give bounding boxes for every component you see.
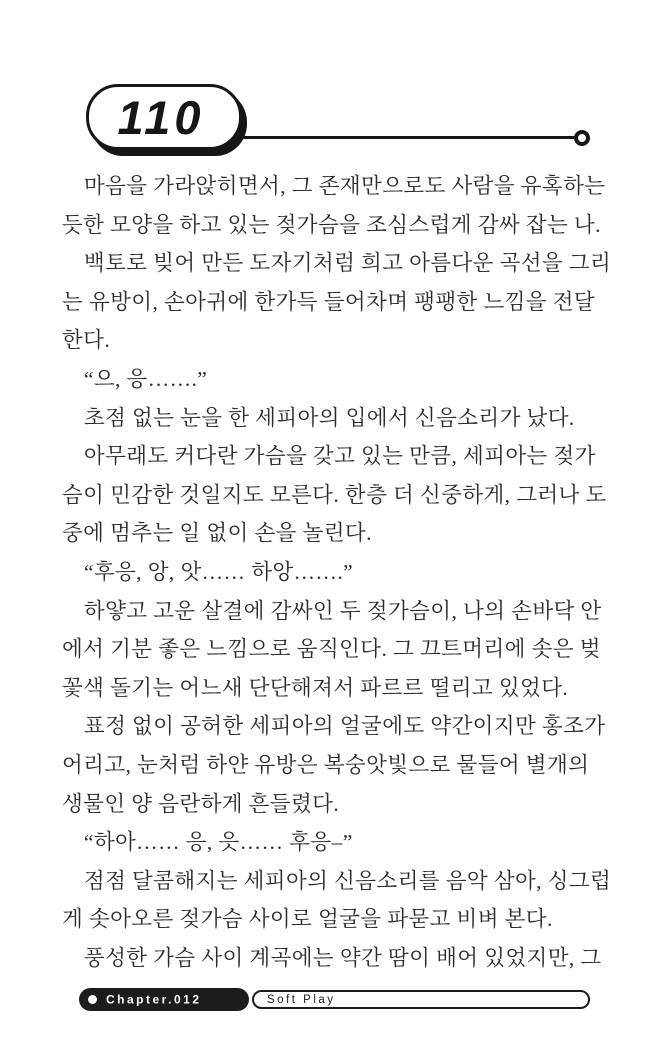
text-line: 한다. [62,328,111,353]
text-line: 게 솟아오른 젖가슴 사이로 얼굴을 파묻고 비벼 본다. [62,907,553,932]
text-line: 에서 기분 좋은 느낌으로 움직인다. 그 끄트머리에 솟은 벚 [62,637,601,662]
text-line: 슴이 민감한 것일지도 모른다. 한층 더 신중하게, 그러나 도 [62,482,607,507]
header-rule [230,136,576,139]
section-label: Soft Play [267,993,336,1006]
text-line: 백토로 빚어 만든 도자기처럼 희고 아름다운 곡선을 그리 [62,251,612,276]
bullet-dot-icon [88,995,97,1004]
chapter-label: Chapter.012 [106,992,202,1006]
text-line: “하아…… 응, 읏…… 후응–” [62,830,353,855]
text-line: 표정 없이 공허한 세피아의 얼굴에도 약간이지만 홍조가 [62,714,606,739]
text-line: 생물인 양 음란하게 흔들렸다. [62,791,340,816]
text-line: 초점 없는 눈을 한 세피아의 입에서 신음소리가 났다. [62,405,575,430]
text-line: 어리고, 눈처럼 하얀 유방은 복숭앗빛으로 물들어 별개의 [62,752,590,777]
footer-section-pill [252,990,590,1009]
text-line: “으, 응…….” [62,366,208,391]
text-line: 는 유방이, 손아귀에 한가득 들어차며 팽팽한 느낌을 전달 [62,289,596,314]
text-line: 마음을 가라앉히면서, 그 존재만으로도 사람을 유혹하는 [62,174,606,198]
text-line: 하얗고 고운 살결에 감싸인 두 젖가슴이, 나의 손바닥 안 [62,598,602,623]
page-number: 110 [117,90,205,144]
text-line: 아무래도 커다란 가슴을 갖고 있는 만큼, 세피아는 젖가 [62,444,596,469]
text-line: 듯한 모양을 하고 있는 젖가슴을 조심스럽게 감싸 잡는 나. [62,212,601,237]
text-line: 점점 달콤해지는 세피아의 신음소리를 음악 삼아, 싱그럽 [62,868,612,893]
text-line: 중에 멈추는 일 없이 손을 놀린다. [62,521,372,546]
text-line: 꽃색 돌기는 어느새 단단해져서 파르르 떨리고 있었다. [62,675,569,700]
footer-chapter-pill [79,988,249,1011]
text-line: 풍성한 가슴 사이 계곡에는 약간 땀이 배어 있었지만, 그 [62,945,602,970]
text-line: “후응, 앙, 앗…… 하앙…….” [62,559,354,584]
page-number-badge [86,84,242,150]
header-rule-end-ring-icon [574,130,590,146]
body-text [62,167,614,977]
